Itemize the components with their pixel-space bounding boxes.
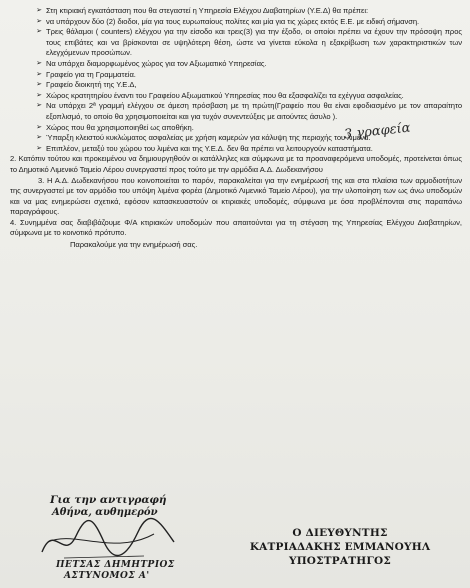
arrow-bullet-icon: ➢ xyxy=(36,81,42,89)
list-item-text: Στη κτιριακή εγκατάσταση που θα στεγαστεί η Υπηρεσία Ελέγχου Διαβατηρίων (Υ.Ε.Δ) θα πρέπει: xyxy=(46,6,369,15)
list-item xyxy=(10,59,462,70)
stamp-line-1: Για την αντιγραφή xyxy=(50,494,167,506)
arrow-bullet-icon: ➢ xyxy=(36,28,42,36)
arrow-bullet-icon: ➢ xyxy=(36,144,42,152)
closing-line: Παρακαλούμε για την ενημέρωσή σας. xyxy=(70,240,198,250)
stamp-signatory-name: ΠΕΤΣΑΣ ΔΗΜΗΤΡΙΟΣ xyxy=(56,560,175,570)
list-item xyxy=(10,27,462,59)
list-item xyxy=(10,101,462,122)
director-rank: ΥΠΟΣΤΡΑΤΗΓΟΣ xyxy=(289,555,391,567)
arrow-bullet-icon: ➢ xyxy=(36,91,42,99)
list-item-text: Να υπάρχει διαμορφωμένος χώρος για τον Αξιωματικό Υπηρεσίας. xyxy=(46,58,267,68)
stamp-signatory-rank: ΑΣΤΥΝΟΜΟΣ Α' xyxy=(64,571,150,581)
list-item-text: να υπάρχουν δύο (2) διοδοι, μία για τους ευρωπαίους πολίτες και μία για τις χώρες εκτός Ε.Ε. με ειδική σήμανση. xyxy=(46,16,420,26)
arrow-bullet-icon: ➢ xyxy=(36,70,42,78)
arrow-bullet-icon: ➢ xyxy=(36,7,42,14)
list-item-text: Χώρος που θα χρησιμοποιηθεί ως αποθήκη. xyxy=(46,122,194,132)
stamp-line-2: Αθήνα, αυθημερόν xyxy=(52,507,158,518)
list-item-text: Να υπάρχει 2ª γραμμή ελέγχου σε άμεση πρόσβαση με τη πρώτη(Γραφείο που θα είναι εφοδιασμένο με τον απαραίτητο εξοπλισμό, το οποίο θα χρησιμοποιείται και για τυχόν συνεντεύξεις με αιτούντες άσυλο ). xyxy=(46,101,462,121)
list-item-text: Τρεις θάλαμοι ( counters) ελέγχου για την είσοδο και τρεις(3) για την έξοδο, οι οποίοι πρέπει να έχουν την πρόσοψη προς τους επιβάτες και να βρίσκονται σε υψηλότερη θέση, ώστε να γίνεται εύκολα η εξακρίβωση των χαρακτηριστικών των ελεγχόμενων προσώπων. xyxy=(46,27,462,58)
copy-certification-stamp xyxy=(34,494,184,584)
arrow-bullet-icon: ➢ xyxy=(36,59,42,67)
list-item-text: Γραφείο για τη Γραμματεία. xyxy=(46,69,136,79)
paragraph-3: 3. Η Α.Δ. Δωδεκανήσου που κοινοποιείται το παρόν, παρακαλείται για την ενημέρωσή της και στα πλαίσια των αρμοδιοτήτων της συνεργαστεί με τον αρμόδιο του υπόψη λιμένα φορέα (Δημοτικό Λιμενικό Ταμείο Λέρου), για την υλοποίηση των ως άνω υποδομών και να μας ενημερώσει σχετικά, εφόσον κατασκευαστούν οι κτιριακές υποδομές, σύμφωνα με όσα προβλέπονται στις παραπάνω παραγράφους. xyxy=(10,175,462,217)
list-item-text: Γραφείο διοικητή της Υ.Ε.Δ, xyxy=(46,80,137,90)
list-item xyxy=(10,144,462,155)
list-item-text: Ύπαρξη κλειστού κυκλώματος ασφαλείας με χρήση καμερών για κάλυψη της περιοχής του λιμένα. xyxy=(46,133,371,143)
handwritten-note: 3 γραφεία xyxy=(343,120,412,143)
list-item xyxy=(10,6,462,17)
list-item xyxy=(10,17,462,28)
director-name: ΚΑΤΡΙΑΔΑΚΗΣ ΕΜΜΑΝΟΥΗΛ xyxy=(249,541,431,553)
director-title: Ο ΔΙΕΥΘΥΝΤΗΣ xyxy=(292,527,388,539)
paragraph-4: 4. Συνημμένα σας διαβιβάζουμε Φ/Α κτιριακών υποδομών που απαιτούνται για τη στέγαση της Υπηρεσίας Ελέγχου Διαβατηρίων, σύμφωνα με το κοινοτικό πρότυπο. xyxy=(10,217,462,238)
paragraph-2: 2. Κατόπιν τούτου και προκειμένου να δημιουργηθούν οι κατάλληλες και σύμφωνα με τα προαναφερόμενα υποδομές, προτείνεται όπως το Δημοτικό Λιμενικό Ταμείο Λέρου συνεργαστεί προς τούτο με την αρμόδια Α.Δ. Δωδεκανήσου xyxy=(10,154,462,174)
list-item-text: Επιπλέον, μεταξύ του χώρου του λιμένα και της Υ.Ε.Δ. δεν θα πρέπει να λειτουργούν καταστήματα. xyxy=(46,143,373,153)
list-item xyxy=(10,80,462,91)
list-item xyxy=(10,70,462,81)
list-item xyxy=(10,91,462,102)
arrow-bullet-icon: ➢ xyxy=(36,102,42,110)
arrow-bullet-icon: ➢ xyxy=(36,134,42,142)
director-signature-block xyxy=(220,526,460,568)
arrow-bullet-icon: ➢ xyxy=(36,17,42,25)
list-item-text: Χώρος κρατητηρίου έναντι του Γραφείου Αξιωματικού Υπηρεσίας που θα εξασφαλίζει τα εχέγγυα ασφαλείας. xyxy=(46,90,404,100)
arrow-bullet-icon: ➢ xyxy=(36,123,42,131)
